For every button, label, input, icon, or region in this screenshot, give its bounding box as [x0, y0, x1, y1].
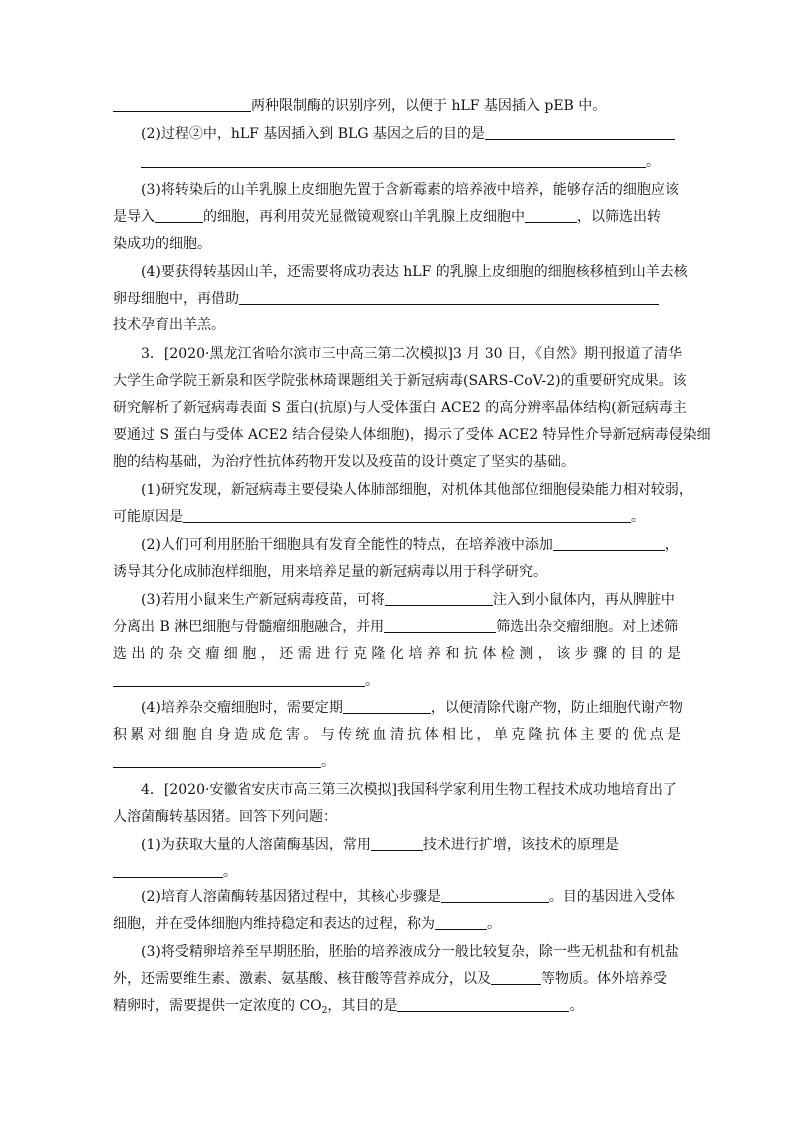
answer-blank[interactable] [113, 96, 251, 112]
answer-blank[interactable] [435, 914, 487, 930]
answer-blank[interactable] [113, 752, 321, 768]
q3-stem-l5: 胞的结构基础，为治疗性抗体药物开发以及疫苗的设计奠定了坚实的基础。 [113, 454, 575, 470]
q3-part3-l1: (3)若用小鼠来生产新冠病毒疫苗，可将 注入到小鼠体内，再从脾脏中 [141, 592, 675, 608]
q3-part2-l2: 诱导其分化成肺泡样细胞，用来培养足量的新冠病毒以用于科学研究。 [113, 564, 547, 580]
q3-part4-l3: 。 [113, 752, 681, 772]
q3-part1-l2: 可能原因是 。 [113, 509, 645, 525]
q4-stem-l1: 4．[2020·安徽省安庆市高三第三次模拟]我国科学家利用生物工程技术成功地培育出了 [141, 782, 677, 798]
answer-blank[interactable] [397, 996, 569, 1012]
answer-blank[interactable] [485, 124, 675, 140]
answer-blank[interactable] [239, 289, 659, 305]
q3-part3-l3: 选出的杂交瘤细胞，还需进行克隆化培养和抗体检测，该步骤的目的是 [113, 646, 681, 662]
q3-stem-l3: 研究解析了新冠病毒表面 S 蛋白(抗原)与人受体蛋白 ACE2 的高分辨率晶体结构(新冠病毒主 [113, 400, 687, 416]
q4-part1-l1: (1)为获取大量的人溶菌酶基因，常用 技术进行扩增，该技术的原理是 [141, 837, 619, 853]
q3-part3-l2: 分离出 B 淋巴细胞与骨髓瘤细胞融合，并用 筛选出杂交瘤细胞。对上述筛 [113, 619, 679, 635]
q3-stem-l4: 要通过 S 蛋白与受体 ACE2 结合侵染人体细胞)，揭示了受体 ACE2 特异性介导新冠病毒侵染细 [113, 427, 711, 443]
q4-part2-l2: 细胞，并在受体细胞内维持稳定和表达的过程，称为 。 [113, 916, 501, 932]
q2-part4-l1: (4)要获得转基因山羊，还需要将成功表达 hLF 的乳腺上皮细胞的细胞核移植到山羊去核 [141, 264, 688, 280]
q2-part3-l1: (3)将转染后的山羊乳腺上皮细胞先置于含新霉素的培养液中培养，能够存活的细胞应该 [141, 182, 679, 198]
answer-blank[interactable] [141, 152, 646, 168]
answer-blank[interactable] [371, 835, 423, 851]
answer-blank[interactable] [384, 617, 496, 633]
answer-blank[interactable] [183, 507, 631, 523]
answer-blank[interactable] [155, 207, 203, 223]
q4-part2-l1: (2)培育人溶菌酶转基因猪过程中，其核心步骤是 。目的基因进入受体 [141, 889, 675, 905]
q4-part3-l1: (3)将受精卵培养至早期胚胎，胚胎的培养液成分一般比较复杂，除一些无机盐和有机盐 [141, 944, 679, 960]
q3-stem-l1: 3．[2020·黑龙江省哈尔滨市三中高三第二次模拟]3 月 30 日，《自然》期刊报道了清华 [141, 346, 682, 362]
q2-part3-l2: 是导入 的细胞，再利用荧光显微镜观察山羊乳腺上皮细胞中 ，以筛选出转 [113, 209, 661, 225]
answer-blank[interactable] [113, 862, 223, 878]
q2-line-1: 两种限制酶的识别序列，以便于 hLF 基因插入 pEB 中。 [113, 96, 681, 116]
q3-part1-l1: (1)研究发现，新冠病毒主要侵染人体肺部细胞，对机体其他部位细胞侵染能力相对较弱， [141, 482, 693, 498]
q3-part4-l2: 积累对细胞自身造成危害。与传统血清抗体相比，单克隆抗体主要的优点是 [113, 727, 681, 743]
q4-part1-l2: 。 [113, 862, 681, 882]
q4-part3-l2: 外，还需要维生素、激素、氨基酸、核苷酸等营养成分，以及 等物质。体外培养受 [113, 971, 667, 987]
q2-part2: (2)过程②中，hLF 基因插入到 BLG 基因之后的目的是 [141, 124, 681, 144]
q2-part4-l3: 技术孕育出羊羔。 [113, 317, 225, 333]
q3-stem-l2: 大学生命学院王新泉和医学院张林琦课题组关于新冠病毒(SARS-CoV-2)的重要研究成果。该 [113, 373, 687, 389]
answer-blank[interactable] [113, 671, 365, 687]
answer-blank[interactable] [343, 698, 431, 714]
answer-blank[interactable] [441, 887, 549, 903]
q2-part3-l3: 染成功的细胞。 [113, 236, 211, 252]
answer-blank[interactable] [385, 590, 493, 606]
q3-part4-l1: (4)培养杂交瘤细胞时，需要定期 ，以便清除代谢产物，防止细胞代谢产物 [141, 700, 683, 716]
answer-blank[interactable] [491, 969, 541, 985]
q2-part4-l2: 卵母细胞中，再借助 [113, 289, 681, 309]
answer-blank[interactable] [525, 207, 577, 223]
q2-part2-cont: 。 [141, 152, 681, 172]
q3-part2-l1: (2)人们可利用胚胎干细胞具有发育全能性的特点，在培养液中添加 ， [141, 537, 679, 553]
q3-part3-l4: 。 [113, 671, 681, 691]
q4-stem-l2: 人溶菌酶转基因猪。回答下列问题： [113, 809, 337, 825]
q4-part3-l3: 精卵时，需要提供一定浓度的 $CO_2$，其目的是 。 [113, 998, 584, 1016]
answer-blank[interactable] [553, 535, 665, 551]
